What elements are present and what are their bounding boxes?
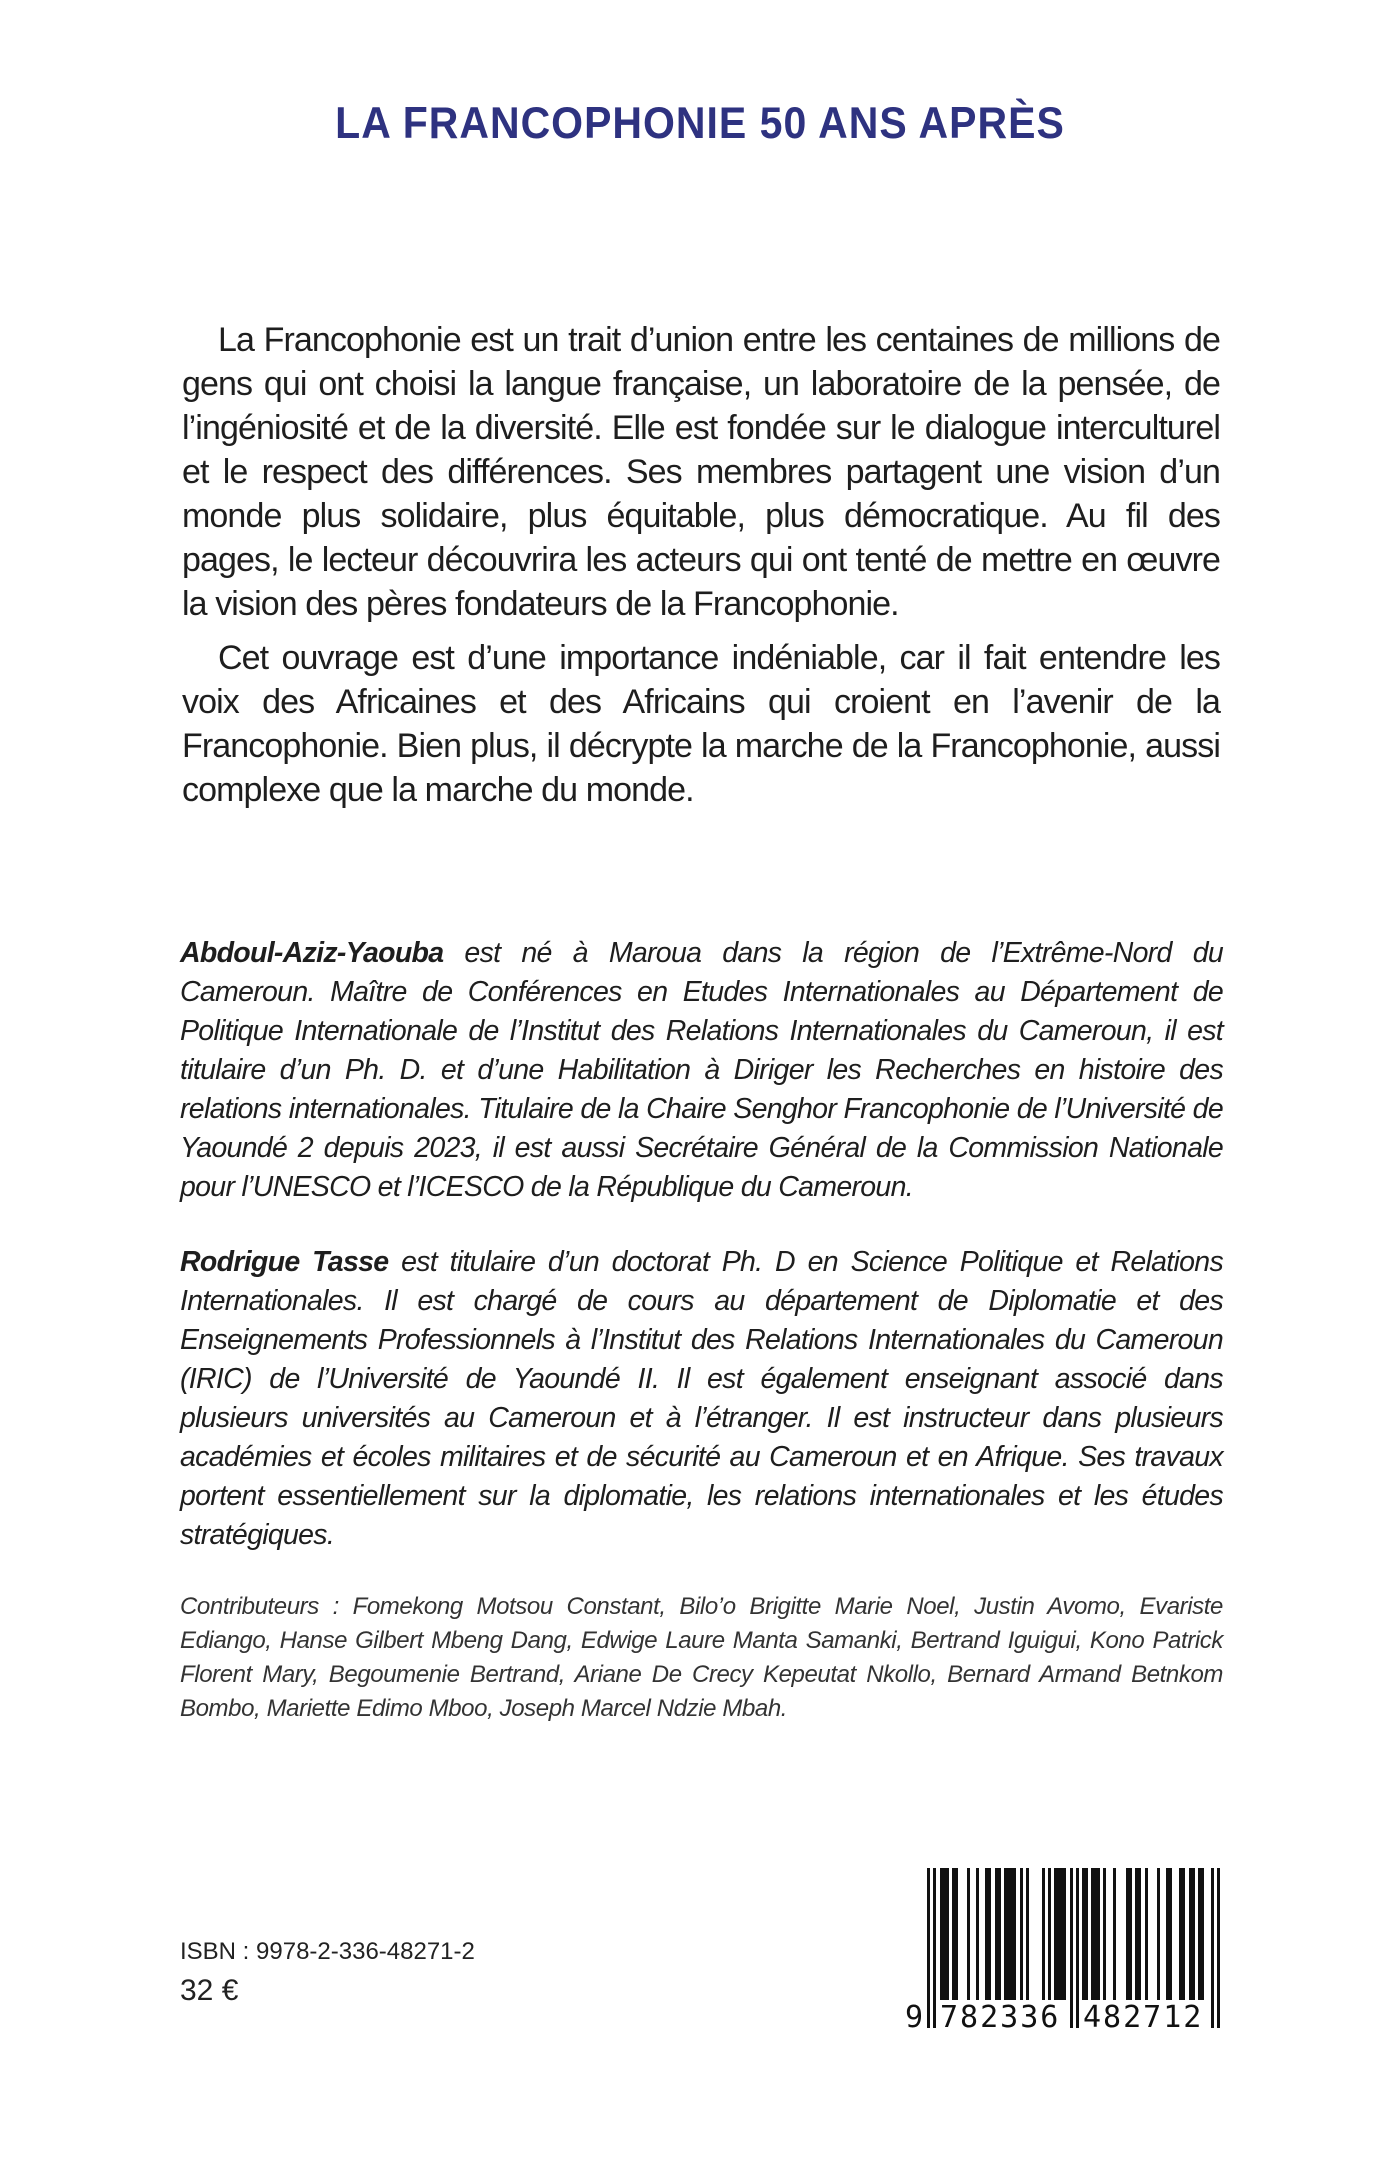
author-bio (180, 1243, 1223, 1555)
book-title: LA FRANCOPHONIE 50 ANS APRÈS (335, 98, 1065, 148)
blurb-paragraph: La Francophonie est un trait d’union entre les centaines de millions de gens qui ont choisi la langue française, un laboratoire de la pensée, de l’ingéniosité et de la diversité. Elle est fondée sur le dialogue interculturel et le respect des différences. Ses membres partagent une vision d’un monde plus solidaire, plus équitable, plus démocratique. Au fil des pages, le lecteur découvrira les acteurs qui ont tenté de mettre en œuvre la vision des pères fondateurs de la Francophonie. (182, 321, 1220, 623)
back-cover-blurb (182, 318, 1220, 822)
author-name: Rodrigue Tasse (180, 1246, 389, 1278)
author-bio-text: est titulaire d’un doctorat Ph. D en Science Politique et Relations Internationales. Il est chargé de cours au département de Diplomatie et des Enseignements Professionnels à l’Institut des Relations Internationales du Cameroun (IRIC) de l’Université de Yaoundé II. Il est également enseignant associé dans plusieurs universités au Cameroun et à l’étranger. Il est instructeur dans plusieurs académies et écoles militaires et de sécurité au Cameroun et en Afrique. Ses travaux portent essentiellement sur la diplomatie, les relations internationales et les études stratégiques. (180, 1246, 1223, 1551)
barcode-left-digits: 782336 (940, 2000, 1061, 2035)
author-name: Abdoul-Aziz-Yaouba (180, 937, 444, 969)
blurb-paragraph: Cet ouvrage est d’une importance indéniable, car il fait entendre les voix des Africaines et des Africains qui croient en l’avenir de la Francophonie. Bien plus, il décrypte la marche de la Francophonie, aussi complexe que la marche du monde. (182, 639, 1220, 809)
contributors-list: Contributeurs : Fomekong Motsou Constant, Bilo’o Brigitte Marie Noel, Justin Avomo, Evariste Ediango, Hanse Gilbert Mbeng Dang, Edwige Laure Manta Samanki, Bertrand Iguigui, Kono Patrick Florent Mary, Begoumenie Bertrand, Ariane De Crecy Kepeutat Nkollo, Bernard Armand Betnkom Bombo, Mariette Edimo Mboo, Joseph Marcel Ndzie Mbah. (180, 1593, 1223, 1722)
author-bio (180, 934, 1223, 1207)
author-bios (180, 934, 1223, 1591)
author-bio-text: est né à Maroua dans la région de l’Extrême-Nord du Cameroun. Maître de Conférences en Etudes Internationales au Département de Politique Internationale de l’Institut des Relations Internationales du Cameroun, il est titulaire d’un Ph. D. et d’une Habilitation à Diriger les Recherches en histoire des relations internationales. Titulaire de la Chaire Senghor Francophonie de l’Université de Yaoundé 2 depuis 2023, il est aussi Secrétaire Général de la Commission Nationale pour l’UNESCO et l’ICESCO de la République du Cameroun. (180, 937, 1223, 1203)
price-label: 32 € (180, 1974, 239, 2007)
barcode-lead-digit: 9 (905, 2000, 924, 2035)
barcode-right-digits: 482712 (1083, 2000, 1204, 2035)
isbn-label: ISBN : 9978-2-336-48271-2 (180, 1938, 475, 1965)
